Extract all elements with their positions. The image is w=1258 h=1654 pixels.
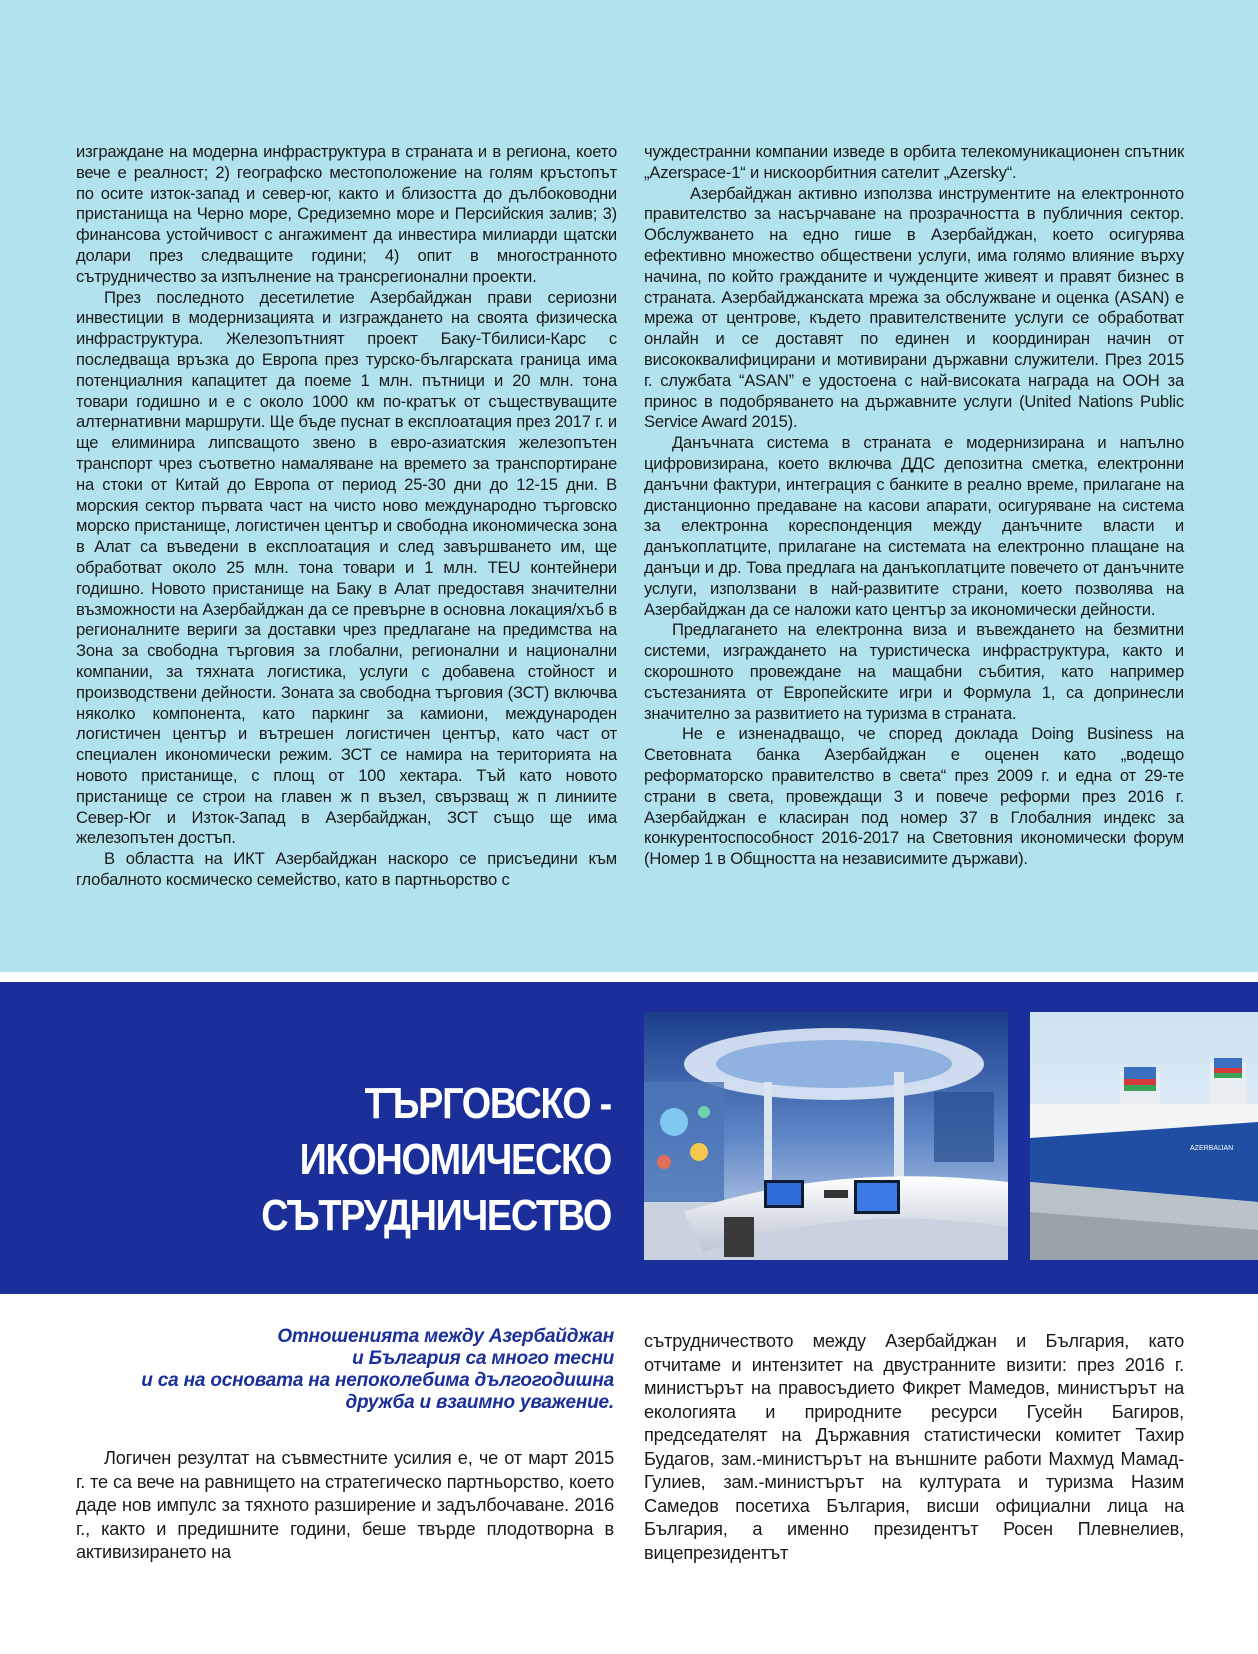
service-hall-photo — [644, 1012, 1008, 1260]
quote-line: Отношенията между Азербайджан — [277, 1326, 614, 1347]
quote-line: дружба и взаимно уважение. — [345, 1392, 614, 1413]
paragraph: През последното десетилетие Азербайджан прави сериозни инвестиции в модернизацията и изграждането на своята физическа инфраструктура. Железопътният проект Баку-Тбилиси-Карс с последваща връзка до Европа през турско-българската граница има потенциалния капацитет да поеме 1 млн. пътници и 20 млн. тона товари годишно и е с около 1000 км по-кратък от съществуващите алтернативни маршрути. Ще бъде пуснат в експлоатация през 2017 г. и ще елиминира липсващото звено в евро-азиатския железопътен транспорт чрез съответно намаляване на времето за транспортиране на стоки от Китай до Европа от период 25-30 дни до 12-15 дни. В морския сектор първата част на чисто ново международно търговско морско пристанище, логистичен център и свободна икономическа зона в Алат са въведени в експлоатация и след завършването им, ще обработват около 25 млн. тона товари и 1 млн. TEU контейнери годишно. Новото пристанище на Баку в Алат предоставя значителни възможности на Азербайджан да се превърне в основна локация/хъб в регионалните вериги за доставки чрез предлагане на предимства на Зона за свободна търговия за глобални, регионални и национални компании, за тяхната логистика, услуги с добавена стойност и производствени дейности. Зоната за свободна търговия (ЗСТ) включва няколко компонента, като паркинг за камиони, международен логистичен център и вътрешен логистичен център, като част от специален икономически режим. ЗСТ се намира на територията на новото пристанище, с площ от 100 хектара. Тъй като новото пристанище се строи на главен ж п възел, свързващ ж п линиите Север-Юг и Изток-Запад в Азербайджан, ЗСТ също ще има железопътен достъп. — [76, 287, 617, 848]
paragraph: Предлагането на електронна виза и въвеждането на безмитни системи, изграждането на туристическа инфраструктура, както и скорошното провеждане на мащабни събития, като например състезанията от Европейските игри и Формула 1, са допринесли значително за развитието на туризма в страната. — [644, 620, 1184, 723]
paragraph: Не е изненадващо, че според доклада Doing Business на Световната банка Азербайджан е оценен като „водещо реформаторско правителство в света“ през 2009 г. и една от 29-те страни в света, провеждащи 3 и повече реформи през 2016 г. Азербайджан е класиран под номер 37 в Глобалния индекс за конкурентоспособност 2016-2017 на Световния икономически форум (Номер 1 в Общността на независимите държави). — [644, 724, 1184, 869]
paragraph: В областта на ИКТ Азербайджан наскоро се присъедини към глобалното космическо семейство, като в партньорство с — [76, 849, 617, 889]
bottom-right-column — [644, 1330, 1184, 1565]
top-right-column — [644, 142, 1184, 870]
quote-line: и са на основата на непоколебима дългогодишна — [141, 1370, 614, 1391]
ship-photo — [1030, 1012, 1258, 1260]
paragraph: Азербайджан активно използва инструментите на електронното правителство за насърчаване на прозрачността в публичния сектор. Обслужването на едно гише в Азербайджан, което осигурява ефективно множество обществени услуги, има голямо влияние върху начина, по който гражданите и чужденците живеят и правят бизнес в страната. Азербайджанската мрежа за обслужване и оценка (ASAN) е мрежа от центрове, където правителствените услуги се обработват онлайн и се доставят по единен и координиран начин от висококвалифицирани и мотивирани държавни служители. През 2015 г. службата “ASAN” е удостоена с най-високата награда на ООН за принос в подобряването на държавните услуги (United Nations Public Service Award 2015). — [644, 183, 1184, 432]
pull-quote — [60, 1326, 614, 1414]
section-title — [129, 1076, 611, 1244]
section-title-line: СЪТРУДНИЧЕСТВО — [261, 1191, 611, 1240]
paragraph: Логичен резултат на съвместните усилия е, че от март 2015 г. те са вече на равнището на стратегическо партньорство, което даде нов импулс за тяхното разширение и задълбочаване. 2016 г., както и предишните години, беше твърде плодотворна в активизирането на — [76, 1448, 614, 1562]
ship-label: AZERBAIJAN — [1190, 1145, 1234, 1152]
section-title-line: ТЪРГОВСКО - ИКОНОМИЧЕСКО — [299, 1079, 611, 1184]
bottom-left-column — [76, 1447, 614, 1565]
paragraph: чуждестранни компании изведе в орбита телекомуникационен спътник „Azerspace-1“ и нискоорбитния сателит „Azersky“. — [644, 142, 1184, 182]
paragraph: сътрудничеството между Азербайджан и България, като отчитаме и интензитет на двустранните визити: през 2016 г. министърът на правосъдието Фикрет Мамедов, министърът на екологията и природните ресурси Гусейн Багиров, председателят на Държавния статистически комитет Тахир Будагов, зам.-министърът на външните работи Махмуд Мамад-Гулиев, зам.-министърът на културата и туризма Назим Самедов посетиха България, висши официални лица на България, а именно президентът Росен Плевнелиев, вицепрезидентът — [644, 1331, 1184, 1563]
paragraph: Данъчната система в страната е модернизирана и напълно цифровизирана, което включва ДДС депозитна сметка, електронни данъчни фактури, интеграция с банките в реално време, прилагане на дистанционно предаване на касови апарати, осигуряване на система за електронна кореспонденция между данъчните власти и данъкоплатците, прилагане на системата на електронно плащане на данъци и др. Това предлага на данъкоплатците повечето от данъчните услуги, използвани в най-развитите страни, което позволява на Азербайджан да се наложи като център за икономически дейности. — [644, 433, 1184, 619]
quote-line: и България са много тесни — [352, 1348, 614, 1369]
paragraph: изграждане на модерна инфраструктура в страната и в региона, което вече е реалност; 2) географско местоположение на голям кръстопът по осите изток-запад и север-юг, както и близостта до дълбоководни пристанища на Черно море, Средиземно море и Персийския залив; 3) финансова устойчивост с ангажимент да инвестира милиарди щатски долари през следващите години; 4) опит в многостранното сътрудничество за изпълнение на трансрегионални проекти. — [76, 142, 617, 286]
top-left-column — [76, 142, 617, 891]
